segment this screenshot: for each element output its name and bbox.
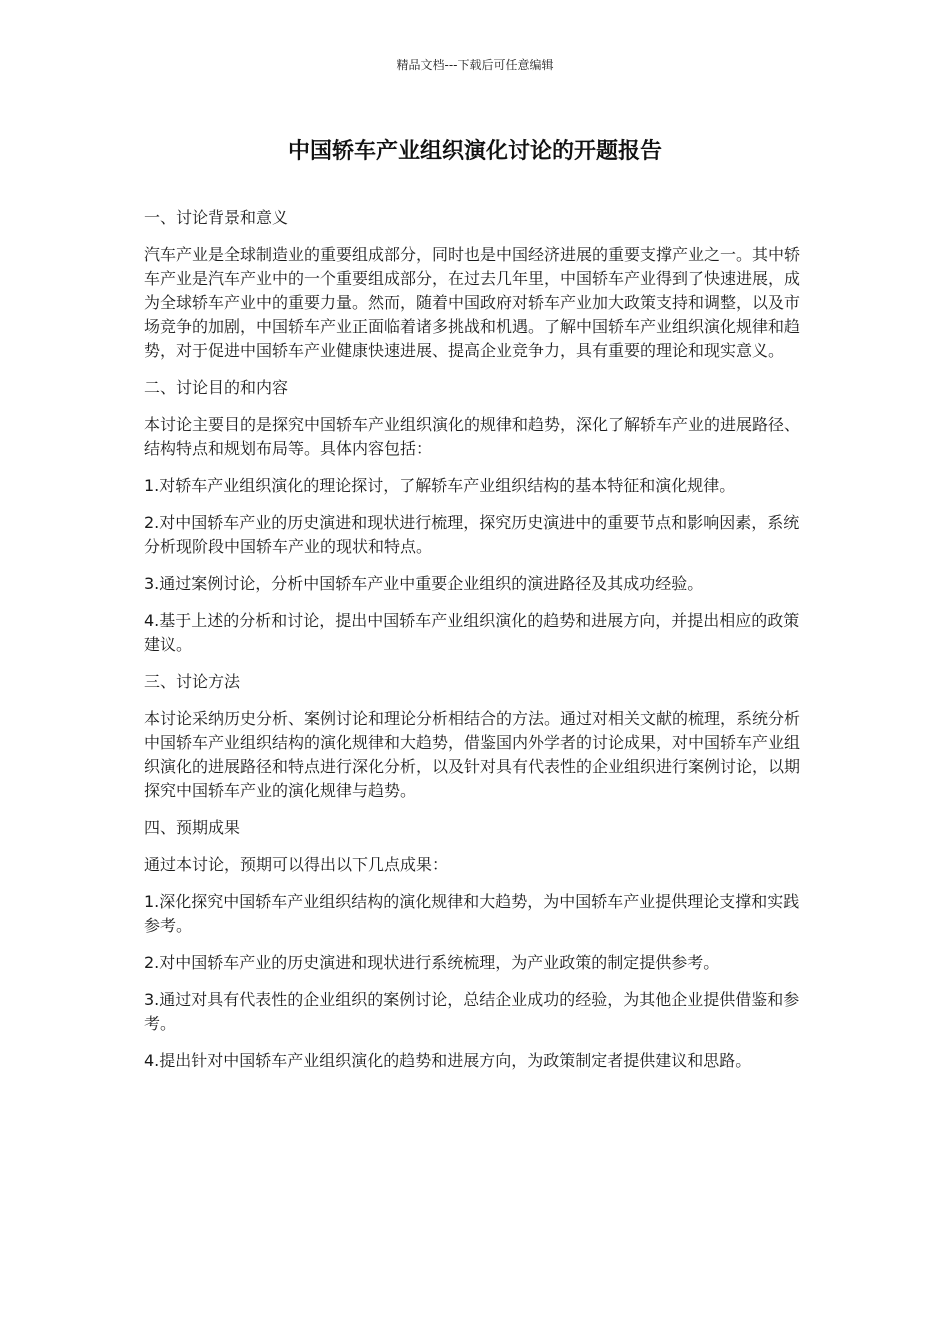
section-heading-purpose: 二、讨论目的和内容 [144,378,289,397]
list-item-result-1: 1.深化探究中国轿车产业组织结构的演化规律和大趋势，为中国轿车产业提供理论支撑和实践参考。 [144,892,800,935]
section-heading-background: 一、讨论背景和意义 [144,208,289,227]
list-item-content-2: 2.对中国轿车产业的历史演进和现状进行梳理，探究历史演进中的重要节点和影响因素，系统分析现阶段中国轿车产业的现状和特点。 [144,513,800,556]
list-item-result-3: 3.通过对具有代表性的企业组织的案例讨论，总结企业成功的经验，为其他企业提供借鉴和参考。 [144,990,800,1033]
paragraph-results-intro: 通过本讨论，预期可以得出以下几点成果： [144,855,449,874]
section-heading-results: 四、预期成果 [144,818,241,837]
list-item-content-3: 3.通过案例讨论，分析中国轿车产业中重要企业组织的演进路径及其成功经验。 [144,574,704,593]
paragraph-purpose: 本讨论主要目的是探究中国轿车产业组织演化的规律和趋势，深化了解轿车产业的进展路径、结构特点和规划布局等。具体内容包括： [144,415,801,458]
list-item-content-4: 4.基于上述的分析和讨论，提出中国轿车产业组织演化的趋势和进展方向，并提出相应的政策建议。 [144,611,800,654]
list-item-result-2: 2.对中国轿车产业的历史演进和现状进行系统梳理，为产业政策的制定提供参考。 [144,953,720,972]
paragraph-method: 本讨论采纳历史分析、案例讨论和理论分析相结合的方法。通过对相关文献的梳理，系统分析中国轿车产业组织结构的演化规律和大趋势，借鉴国内外学者的讨论成果，对中国轿车产业组织演化的进展路径和特点进行深化分析，以及针对具有代表性的企业组织进行案例讨论，以期探究中国轿车产业的演化规律与趋势。 [144,709,801,800]
paragraph-background: 汽车产业是全球制造业的重要组成部分，同时也是中国经济进展的重要支撑产业之一。其中轿车产业是汽车产业中的一个重要组成部分，在过去几年里，中国轿车产业得到了快速进展，成为全球轿车产业中的重要力量。然而，随着中国政府对轿车产业加大政策支持和调整，以及市场竞争的加剧，中国轿车产业正面临着诸多挑战和机遇。了解中国轿车产业组织演化规律和趋势，对于促进中国轿车产业健康快速进展、提高企业竞争力，具有重要的理论和现实意义。 [144,245,801,360]
list-item-result-4: 4.提出针对中国轿车产业组织演化的趋势和进展方向，为政策制定者提供建议和思路。 [144,1051,752,1070]
document-title: 中国轿车产业组织演化讨论的开题报告 [287,139,662,164]
document-body [144,206,809,1086]
section-heading-method: 三、讨论方法 [144,672,241,691]
page-header-note: 精品文档---下载后可任意编辑 [396,58,554,72]
list-item-content-1: 1.对轿车产业组织演化的理论探讨，了解轿车产业组织结构的基本特征和演化规律。 [144,476,736,495]
